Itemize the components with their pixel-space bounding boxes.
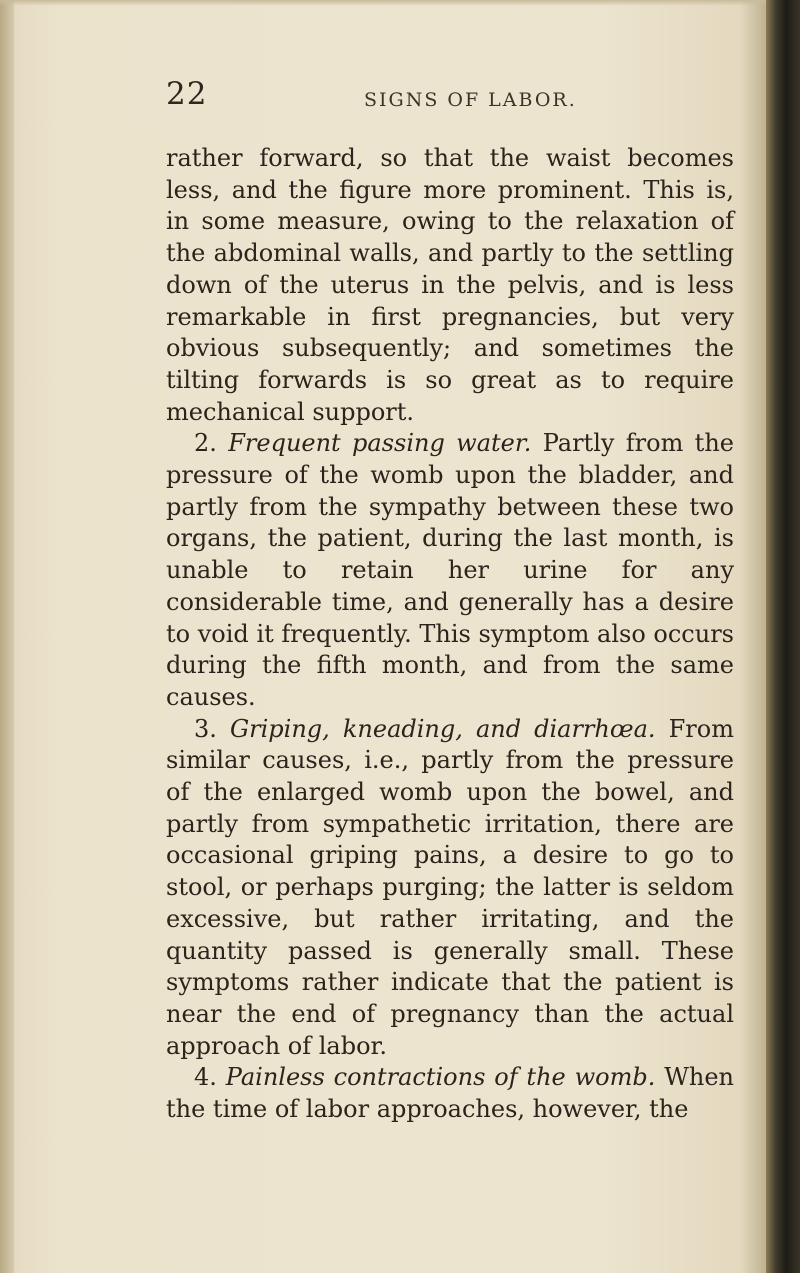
page-top-edge: [0, 0, 800, 6]
paragraph-heading: Griping, kneading, and diarrhœa.: [229, 714, 656, 743]
page-header: [166, 76, 726, 120]
paragraph-number: 4.: [194, 1063, 217, 1092]
page-left-edge: [0, 0, 14, 1273]
paragraph-text: From similar causes, i.e., partly from the pressure of the enlarged womb upon the bowel, and partly from sympathetic irritation, there are occasional griping pains, a desire to go to stool, or perhaps purging; the latter is seldom excessive, but rather irritating, and the quantity passed is generally small. These symptoms rather indicate that the patient is near the end of pregnancy than the actual approach of labor.: [166, 714, 734, 1060]
paragraph-number: 3.: [194, 714, 217, 743]
paragraph-heading: Frequent passing water.: [228, 429, 532, 458]
paragraph-text: When the time of labor approaches, however, the: [166, 1063, 734, 1124]
running-head: SIGNS OF LABOR.: [364, 89, 577, 111]
paragraph-number: 2.: [194, 429, 217, 458]
paragraph-griping-kneading: [166, 714, 734, 1063]
paragraph-text: Partly from the pressure of the womb upon the bladder, and partly from the sympathy between these two organs, the patient, during the last month, is unable to retain her urine for any considerable time, and generally has a desire to void it frequently. This symptom also occurs during the fifth month, and from the same causes.: [166, 429, 734, 711]
paragraph-heading: Painless contractions of the womb.: [225, 1063, 656, 1092]
paragraph-text: rather forward, so that the waist becomes less, and the figure more prominent. This is, in some measure, owing to the relaxation of the abdominal walls, and partly to the settling down of the uterus in the pelvis, and is less remarkable in first pregnancies, but very obvious subsequently; and sometimes the tilting forwards is so great as to require mechanical support.: [166, 144, 734, 426]
book-binding-edge: [766, 0, 800, 1273]
paragraph-frequent-passing-water: [166, 428, 734, 713]
page-number: 22: [166, 76, 208, 112]
paragraph-continuation: [166, 143, 734, 428]
body-text: [166, 143, 734, 1126]
paragraph-painless-contractions: [166, 1062, 734, 1125]
